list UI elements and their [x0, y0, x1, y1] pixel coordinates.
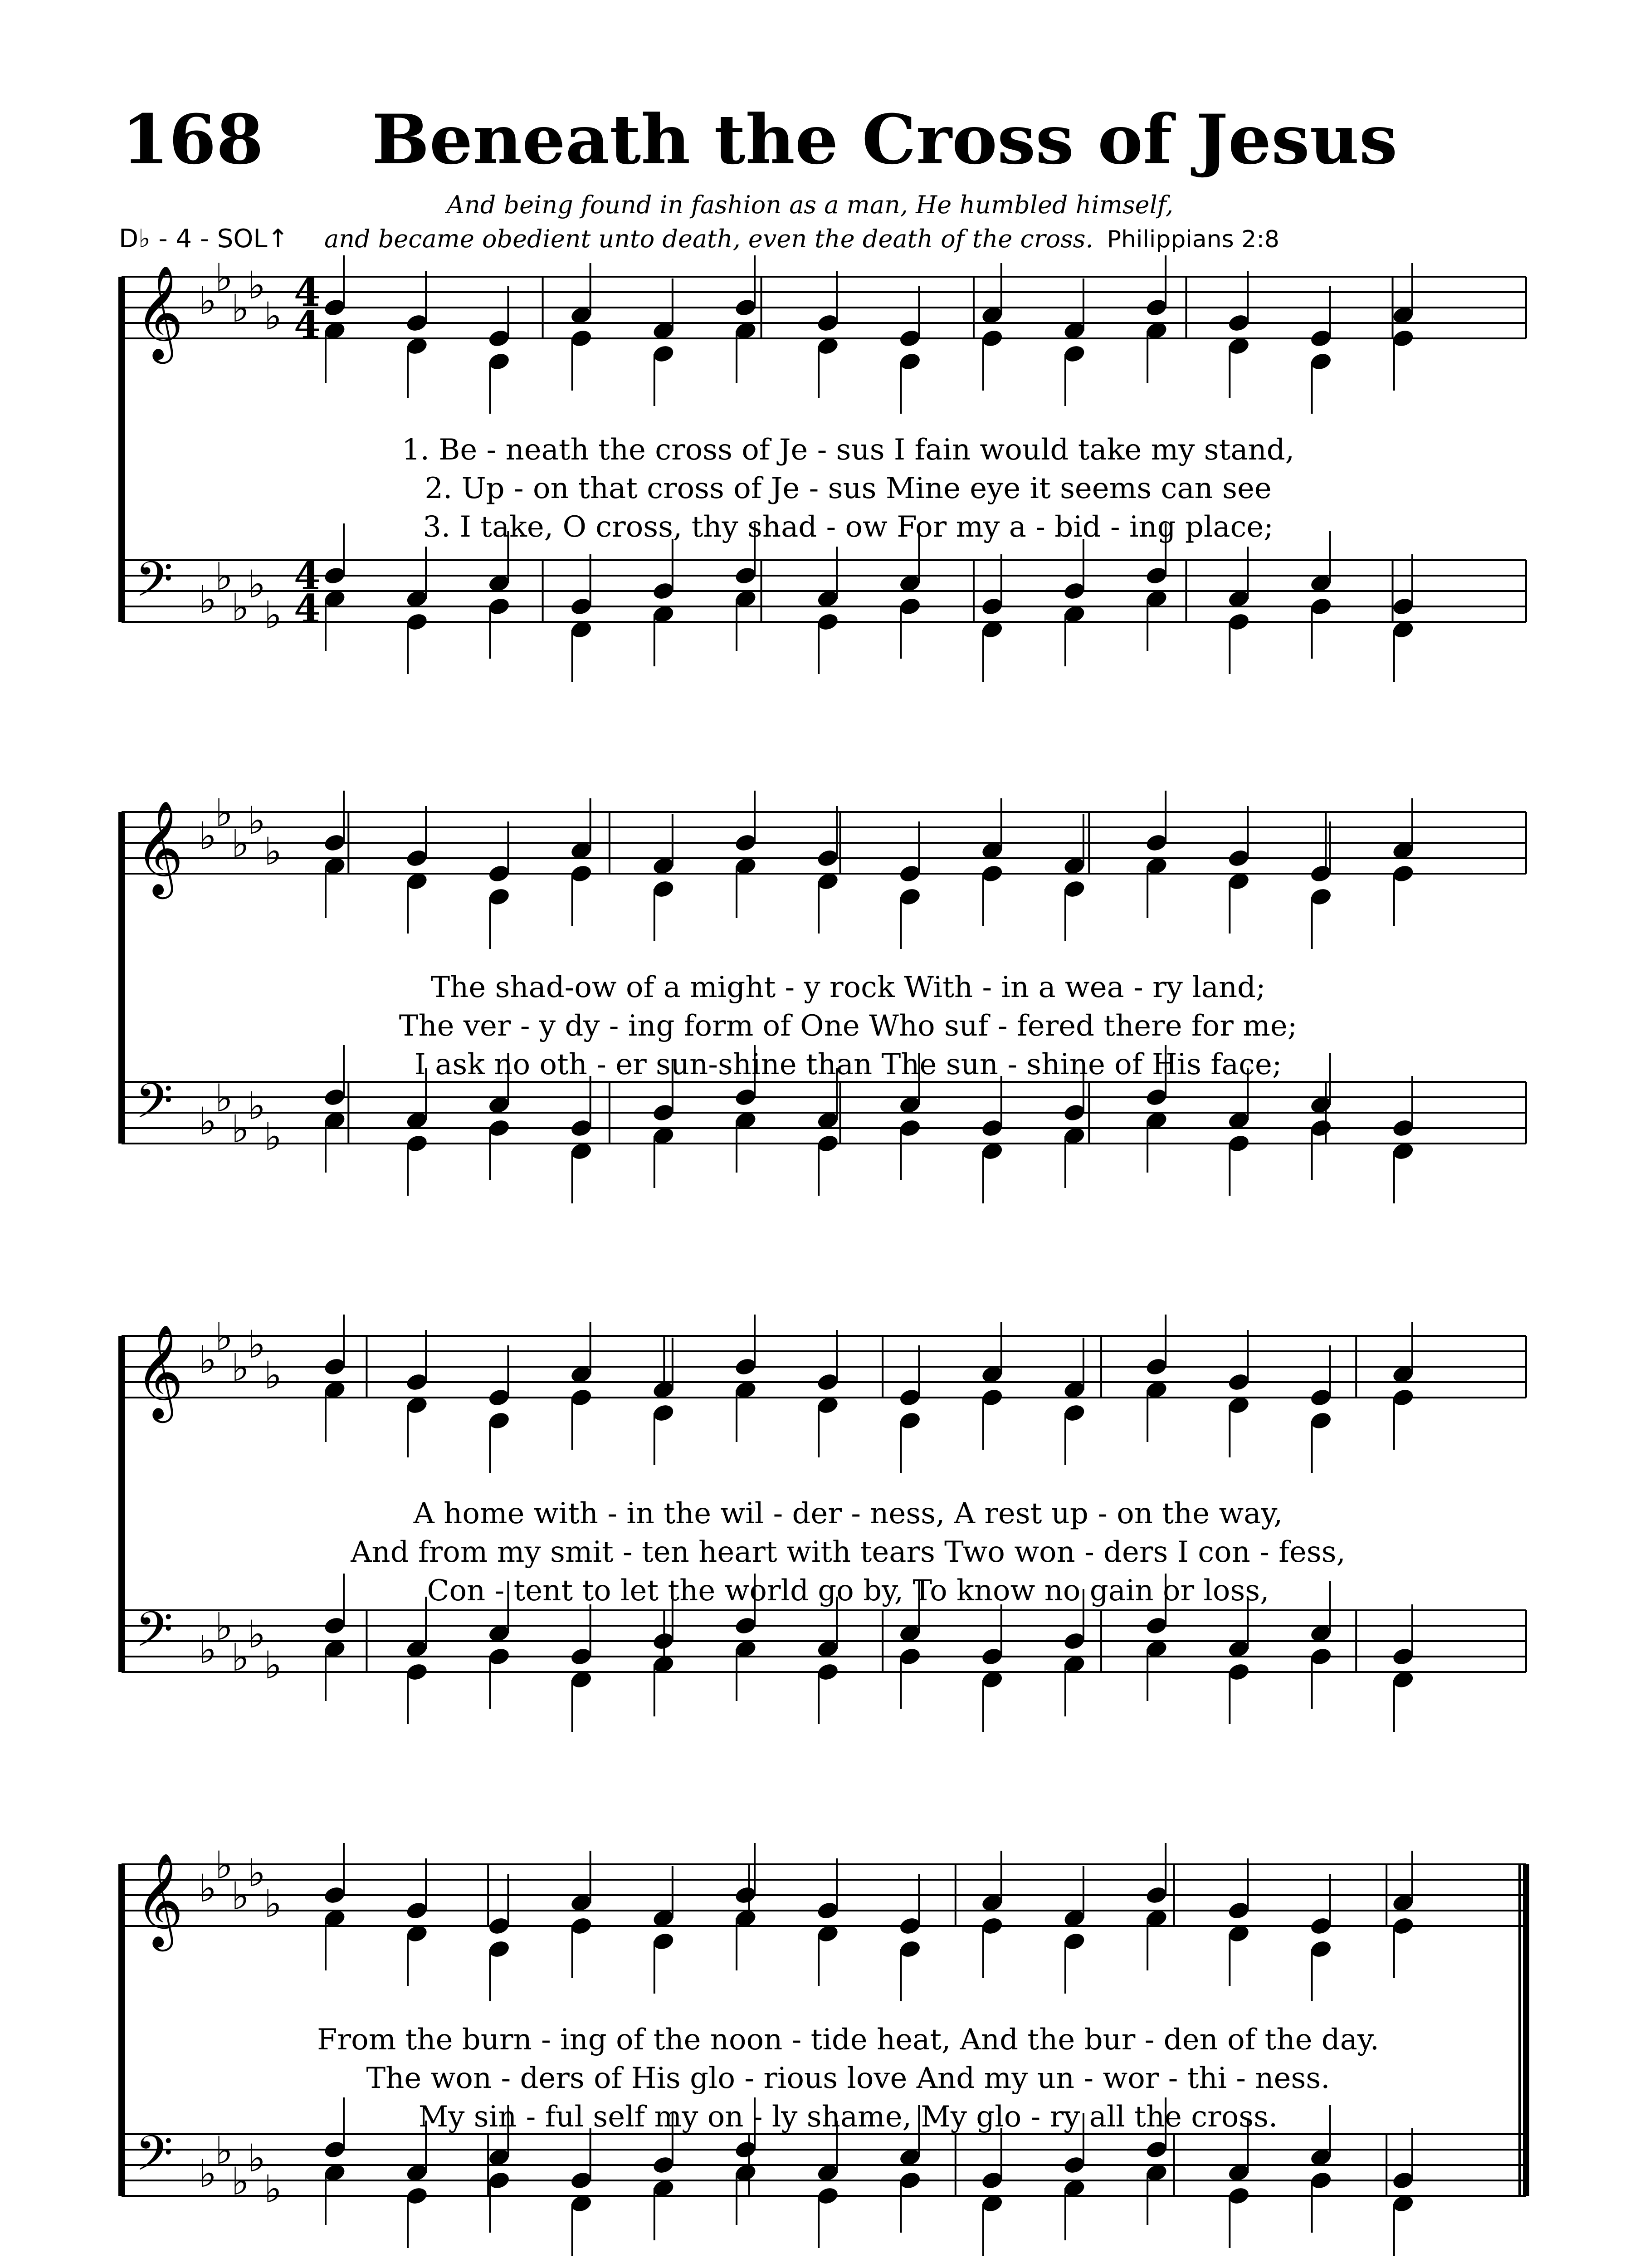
key-flat-icon: ♭ — [264, 1643, 282, 1687]
key-flat-icon: ♭ — [248, 562, 266, 606]
key-signature-label: D♭ - 4 - SOL↑ — [119, 224, 289, 254]
key-flat-icon: ♭ — [215, 791, 233, 835]
epigraph-text: and became obedient unto death, even the death of the cross. — [324, 225, 1093, 253]
key-flat-icon: ♭ — [264, 294, 282, 338]
key-flat-icon: ♭ — [215, 1843, 233, 1887]
key-flat-icon: ♭ — [231, 286, 249, 331]
time-signature-bottom: 4 — [294, 586, 321, 631]
key-flat-icon: ♭ — [248, 1851, 266, 1895]
key-flat-icon: ♭ — [215, 1076, 233, 1120]
bass-clef-icon: 𝄢 — [135, 2125, 173, 2194]
bass-clef-icon: 𝄢 — [135, 1072, 173, 1141]
key-flat-icon: ♭ — [199, 1338, 217, 1382]
key-flat-icon: ♭ — [199, 577, 217, 622]
key-flat-icon: ♭ — [264, 2167, 282, 2211]
lyric-line-verse-3: I ask no oth - er sun-shine than The sun - shine of His face; — [414, 1048, 1282, 1081]
key-flat-icon: ♭ — [215, 2128, 233, 2173]
lyric-line-verse-2: And from my smit - ten heart with tears Two won - ders I con - fess, — [351, 1535, 1346, 1569]
lyric-line-verse-3: 3. I take, O cross, thy shad - ow For my a - bid - ing place; — [423, 510, 1274, 544]
time-signature-bottom: 4 — [294, 303, 321, 347]
bass-clef-icon: 𝄢 — [135, 551, 173, 620]
lyric-line-verse-2: The ver - y dy - ing form of One Who suf - fered there for me; — [399, 1009, 1298, 1043]
time-signature-top: 4 — [294, 553, 321, 598]
treble-clef-icon: 𝄞 — [135, 1324, 184, 1419]
key-flat-icon: ♭ — [264, 829, 282, 874]
key-flat-icon: ♭ — [215, 255, 233, 300]
key-flat-icon: ♭ — [264, 1353, 282, 1398]
key-flat-icon: ♭ — [231, 821, 249, 866]
key-flat-icon: ♭ — [248, 1084, 266, 1128]
key-flat-icon: ♭ — [231, 1345, 249, 1390]
treble-clef-icon: 𝄞 — [135, 265, 184, 360]
key-flat-icon: ♭ — [215, 1604, 233, 1649]
key-flat-icon: ♭ — [199, 1866, 217, 1911]
key-flat-icon: ♭ — [231, 2159, 249, 2204]
key-flat-icon: ♭ — [231, 1874, 249, 1918]
lyric-line-verse-1: The shad-ow of a might - y rock With - in a wea - ry land; — [430, 971, 1266, 1004]
key-flat-icon: ♭ — [199, 1099, 217, 1144]
treble-clef-icon: 𝄞 — [135, 800, 184, 895]
key-flat-icon: ♭ — [215, 554, 233, 599]
key-flat-icon: ♭ — [264, 593, 282, 637]
lyric-line-verse-2: The won - ders of His glo - rious love And my un - wor - thi - ness. — [366, 2062, 1330, 2095]
lyric-line-verse-3: My sin - ful self my on - ly shame, My glo - ry all the cross. — [418, 2100, 1278, 2134]
key-flat-icon: ♭ — [248, 263, 266, 308]
key-flat-icon: ♭ — [199, 814, 217, 858]
key-flat-icon: ♭ — [264, 1882, 282, 1926]
key-flat-icon: ♭ — [231, 1107, 249, 1151]
key-flat-icon: ♭ — [248, 1322, 266, 1367]
lyric-line-verse-1: 1. Be - neath the cross of Je - sus I fain would take my stand, — [401, 433, 1295, 467]
lyric-line-verse-3: Con - tent to let the world go by, To know no gain or loss, — [427, 1574, 1269, 1608]
key-flat-icon: ♭ — [215, 1315, 233, 1359]
treble-clef-icon: 𝄞 — [135, 1853, 184, 1947]
key-flat-icon: ♭ — [199, 279, 217, 323]
scripture-reference: Philippians 2:8 — [1107, 226, 1279, 253]
key-flat-icon: ♭ — [264, 1114, 282, 1159]
epigraph-line-1: And being found in fashion as a man, He humbled himself, — [447, 191, 1174, 219]
lyric-line-verse-1: A home with - in the wil - der - ness, A rest up - on the way, — [413, 1497, 1283, 1530]
lyric-line-verse-2: 2. Up - on that cross of Je - sus Mine eye it seems can see — [425, 472, 1272, 505]
hymn-title: Beneath the Cross of Jesus — [372, 100, 1398, 180]
hymn-number: 168 — [122, 100, 264, 180]
key-flat-icon: ♭ — [248, 2136, 266, 2180]
key-flat-icon: ♭ — [248, 798, 266, 843]
time-signature-top: 4 — [294, 270, 321, 315]
key-flat-icon: ♭ — [248, 1612, 266, 1657]
bass-clef-icon: 𝄢 — [135, 1601, 173, 1670]
key-flat-icon: ♭ — [231, 1635, 249, 1680]
key-flat-icon: ♭ — [199, 2151, 217, 2196]
key-flat-icon: ♭ — [231, 585, 249, 630]
key-flat-icon: ♭ — [199, 1628, 217, 1672]
lyric-line-verse-1: From the burn - ing of the noon - tide heat, And the bur - den of the day. — [317, 2023, 1379, 2057]
